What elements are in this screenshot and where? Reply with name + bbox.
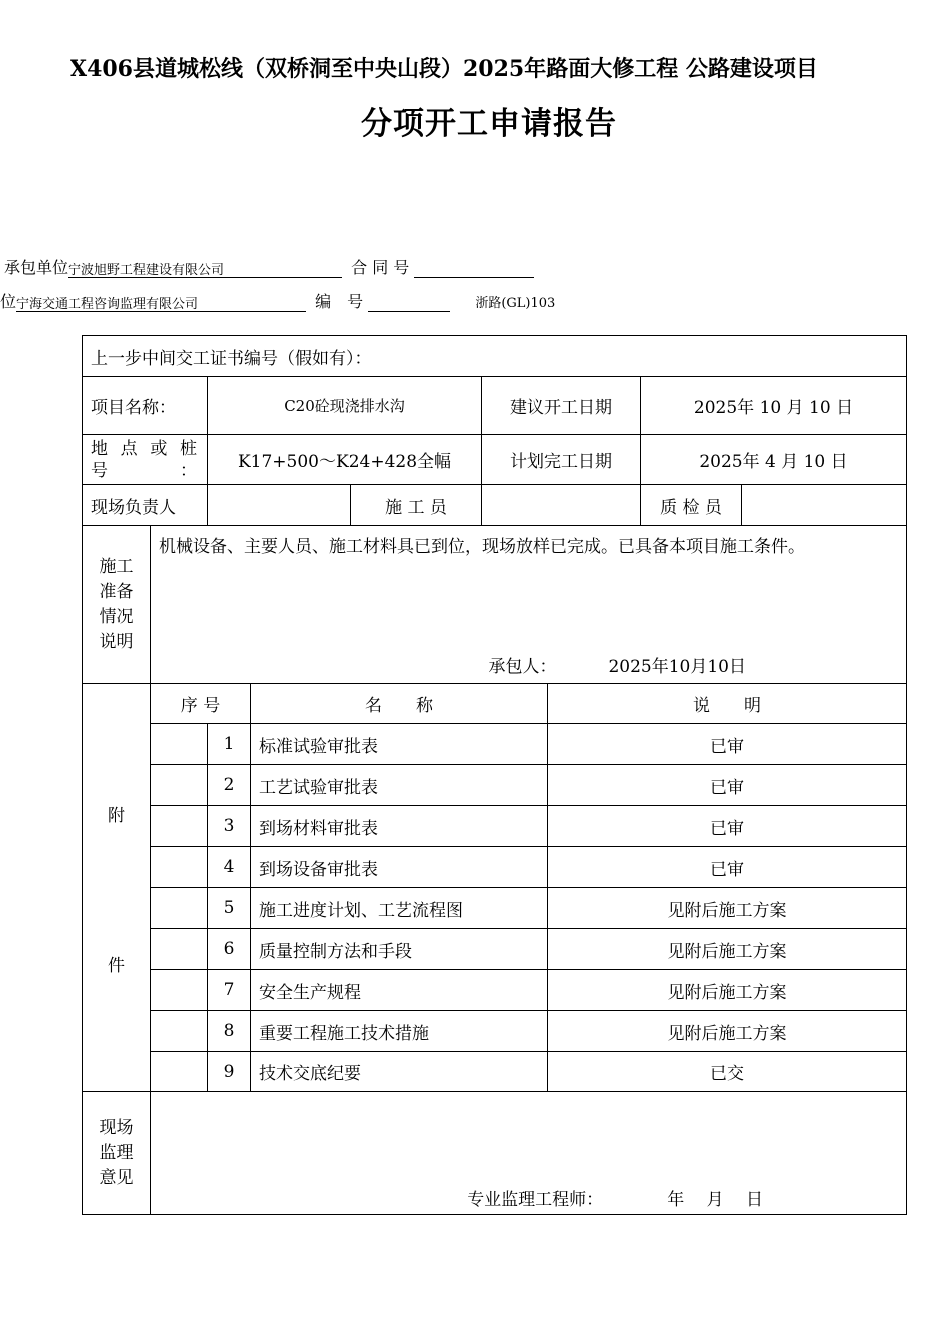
contractor-row [4, 255, 534, 278]
col-note-header: 说 明 [548, 684, 907, 724]
attachment-row: 2 工艺试验审批表 已审 [83, 765, 907, 806]
prep-section [151, 526, 907, 684]
contract-no-label: 合 同 号 [351, 258, 410, 277]
serial-label: 编 号 [315, 292, 364, 311]
supervisor-label: 位 [0, 292, 17, 311]
document-title: X406县道城松线（双桥洞至中央山段）2025年路面大修工程 公路建设项目 [70, 56, 818, 82]
contract-no-value [414, 259, 534, 278]
start-date-label: 建议开工日期 [482, 377, 641, 435]
col-name-header: 名 称 [251, 684, 548, 724]
end-date-label: 计划完工日期 [482, 435, 641, 485]
document-subtitle: 分项开工申请报告 [361, 106, 617, 142]
location-label: 地 点 或 桩号： [83, 435, 208, 485]
attachment-row: 1 标准试验审批表 已审 [83, 724, 907, 765]
worker-label: 施 工 员 [351, 485, 482, 526]
col-no-header: 序 号 [151, 684, 251, 724]
contractor-sign-date: 2025年10月10日 [608, 657, 746, 677]
project-name-label: 项目名称： [83, 377, 208, 435]
attachment-row: 5 施工进度计划、工艺流程图 见附后施工方案 [83, 888, 907, 929]
start-date-value: 2025年 10 月 10 日 [641, 377, 907, 435]
supervisor-row [0, 289, 555, 312]
contractor-label: 承包单位 [4, 258, 69, 277]
inspector-value [742, 485, 906, 525]
prep-label: 施工准备情况说明 [83, 526, 151, 684]
supervision-label: 现场监理意见 [83, 1092, 151, 1215]
site-manager-value [208, 485, 351, 526]
contractor-sign: 承包人： 2025年10月10日 [488, 657, 746, 677]
engineer-sign: 专业监理工程师： 年 月 日 [467, 1190, 763, 1210]
attachment-row: 4 到场设备审批表 已审 [83, 847, 907, 888]
application-form [82, 335, 907, 1215]
serial-value: 浙路(GL)103 [475, 296, 556, 311]
attachment-row: 3 到场材料审批表 已审 [83, 806, 907, 847]
contractor-value: 宁波旭野工程建设有限公司 [68, 259, 342, 278]
supervisor-value: 宁海交通工程咨询监理有限公司 [16, 293, 306, 312]
attachment-row: 8 重要工程施工技术措施 见附后施工方案 [83, 1011, 907, 1052]
inspector-label: 质 检 员 [641, 485, 742, 525]
location-value: K17+500～K24+428全幅 [208, 435, 482, 485]
attachments-label: 附 件 [83, 684, 151, 1092]
supervision-section [151, 1092, 907, 1215]
end-date-value: 2025年 4 月 10 日 [641, 435, 907, 485]
worker-value [482, 485, 641, 526]
project-name-value: C20砼现浇排水沟 [208, 377, 482, 435]
attachment-row: 9 技术交底纪要 已交 [83, 1052, 907, 1092]
serial-underline [368, 293, 450, 312]
site-manager-label: 现场负责人 [83, 485, 208, 526]
prep-text: 机械设备、主要人员、施工材料具已到位，现场放样已完成。已具备本项目施工条件。 [159, 537, 805, 557]
attachment-row: 7 安全生产规程 见附后施工方案 [83, 970, 907, 1011]
attachment-row: 6 质量控制方法和手段 见附后施工方案 [83, 929, 907, 970]
prev-cert-cell: 上一步中间交工证书编号（假如有）： [83, 336, 907, 377]
engineer-sign-date: 年 月 日 [667, 1190, 763, 1210]
